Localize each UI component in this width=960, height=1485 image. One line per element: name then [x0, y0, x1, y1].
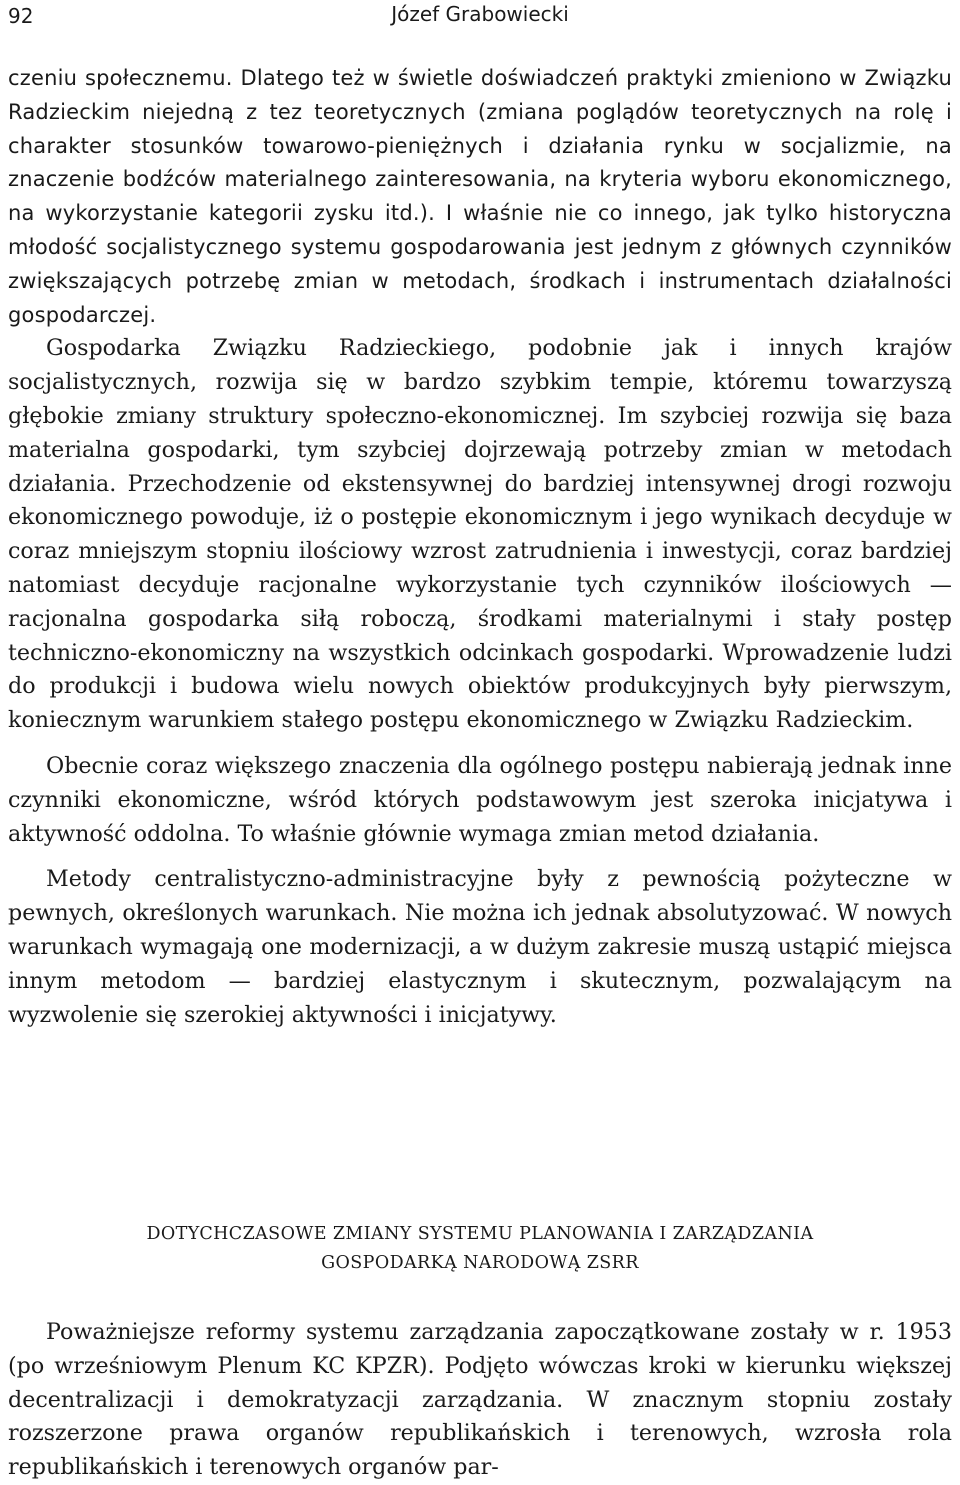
page-number: 92 [8, 4, 34, 28]
running-head: Józef Grabowiecki [391, 2, 569, 26]
paragraph-1: czeniu społecznemu. Dlatego też w świetle doświadczeń praktyki zmieniono w Związku Radzieckim niejedną z tez teoretycznych (zmiana poglądów teoretycznych na rolę i charakter stosunków towarowo-pieniężnych i działania rynku w socjalizmie, na znaczenie bodźców materialnego zainteresowania, na kryteria wyboru ekonomicznego, na wykorzystanie kategorii zysku itd.). I właśnie nie co innego, jak tylko historyczna młodość socjalistycznego systemu gospodarowania jest jednym z głównych czynników zwiększających potrzebę zmian w metodach, środkach i instrumentach działalności gospodarczej. [8, 66, 952, 327]
body-text [8, 62, 952, 1032]
paragraph-2: Gospodarka Związku Radzieckiego, podobnie jak i innych krajów socjalistycznych, rozwija się w bardzo szybkim tempie, któremu towarzyszą głębokie zmiany struktury społeczno-ekonomicznej. Im szybciej rozwija się baza materialna gospodarki, tym szybciej dojrzewają potrzeby zmian w metodach działania. Przechodzenie od ekstensywnej do bardziej intensywnej drogi rozwoju ekonomicznego powoduje, iż o postępie ekonomicznym i jego wynikach decyduje w coraz mniejszym stopniu ilościowy wzrost zatrudnienia i inwestycji, coraz bardziej natomiast decyduje racjonalne wykorzystanie tych czynników ilościowych — racjonalna gospodarka siłą roboczą, środkami materialnymi i stały postęp techniczno-ekonomiczny na wszystkich odcinkach gospodarki. Wprowadzenie ludzi do produkcji i budowa wielu nowych obiektów produkcyjnych były pierwszym, koniecznym warunkiem stałego postępu ekonomicznego w Związku Radzieckim. [8, 335, 952, 734]
section-heading-line-2: GOSPODARKĄ NARODOWĄ ZSRR [321, 1253, 639, 1273]
section-heading-line-1: DOTYCHCZASOWE ZMIANY SYSTEMU PLANOWANIA I ZARZĄDZANIA [146, 1224, 814, 1244]
paragraph-4: Metody centralistyczno-administracyjne były z pewnością pożyteczne w pewnych, określonych warunkach. Nie można ich jednak absolutyzować. W nowych warunkach wymagają one modernizacji, a w dużym zakresie muszą ustąpić miejsca innym metodom — bardziej elastycznym i skutecznym, pozwalającym na wyzwolenie się szerokiej aktywności i inicjatywy. [8, 866, 952, 1028]
page-header [0, 0, 960, 34]
paragraph-5: Poważniejsze reformy systemu zarządzania zapoczątkowane zostały w r. 1953 (po wrześniowym Plenum KC KPZR). Podjęto wówczas kroki w kierunku większej decentralizacji i demokratyzacji zarządzania. W znacznym stopniu zostały rozszerzone prawa organów republikańskich i terenowych, wzrosła rola republikańskich i terenowych organów par- [8, 1319, 952, 1481]
final-text [8, 1316, 952, 1485]
section-heading [0, 1220, 960, 1278]
paragraph-3: Obecnie coraz większego znaczenia dla ogólnego postępu nabierają jednak inne czynniki ekonomiczne, wśród których podstawowym jest szeroka inicjatywa i aktywność oddolna. To właśnie głównie wymaga zmian metod działania. [8, 752, 952, 847]
